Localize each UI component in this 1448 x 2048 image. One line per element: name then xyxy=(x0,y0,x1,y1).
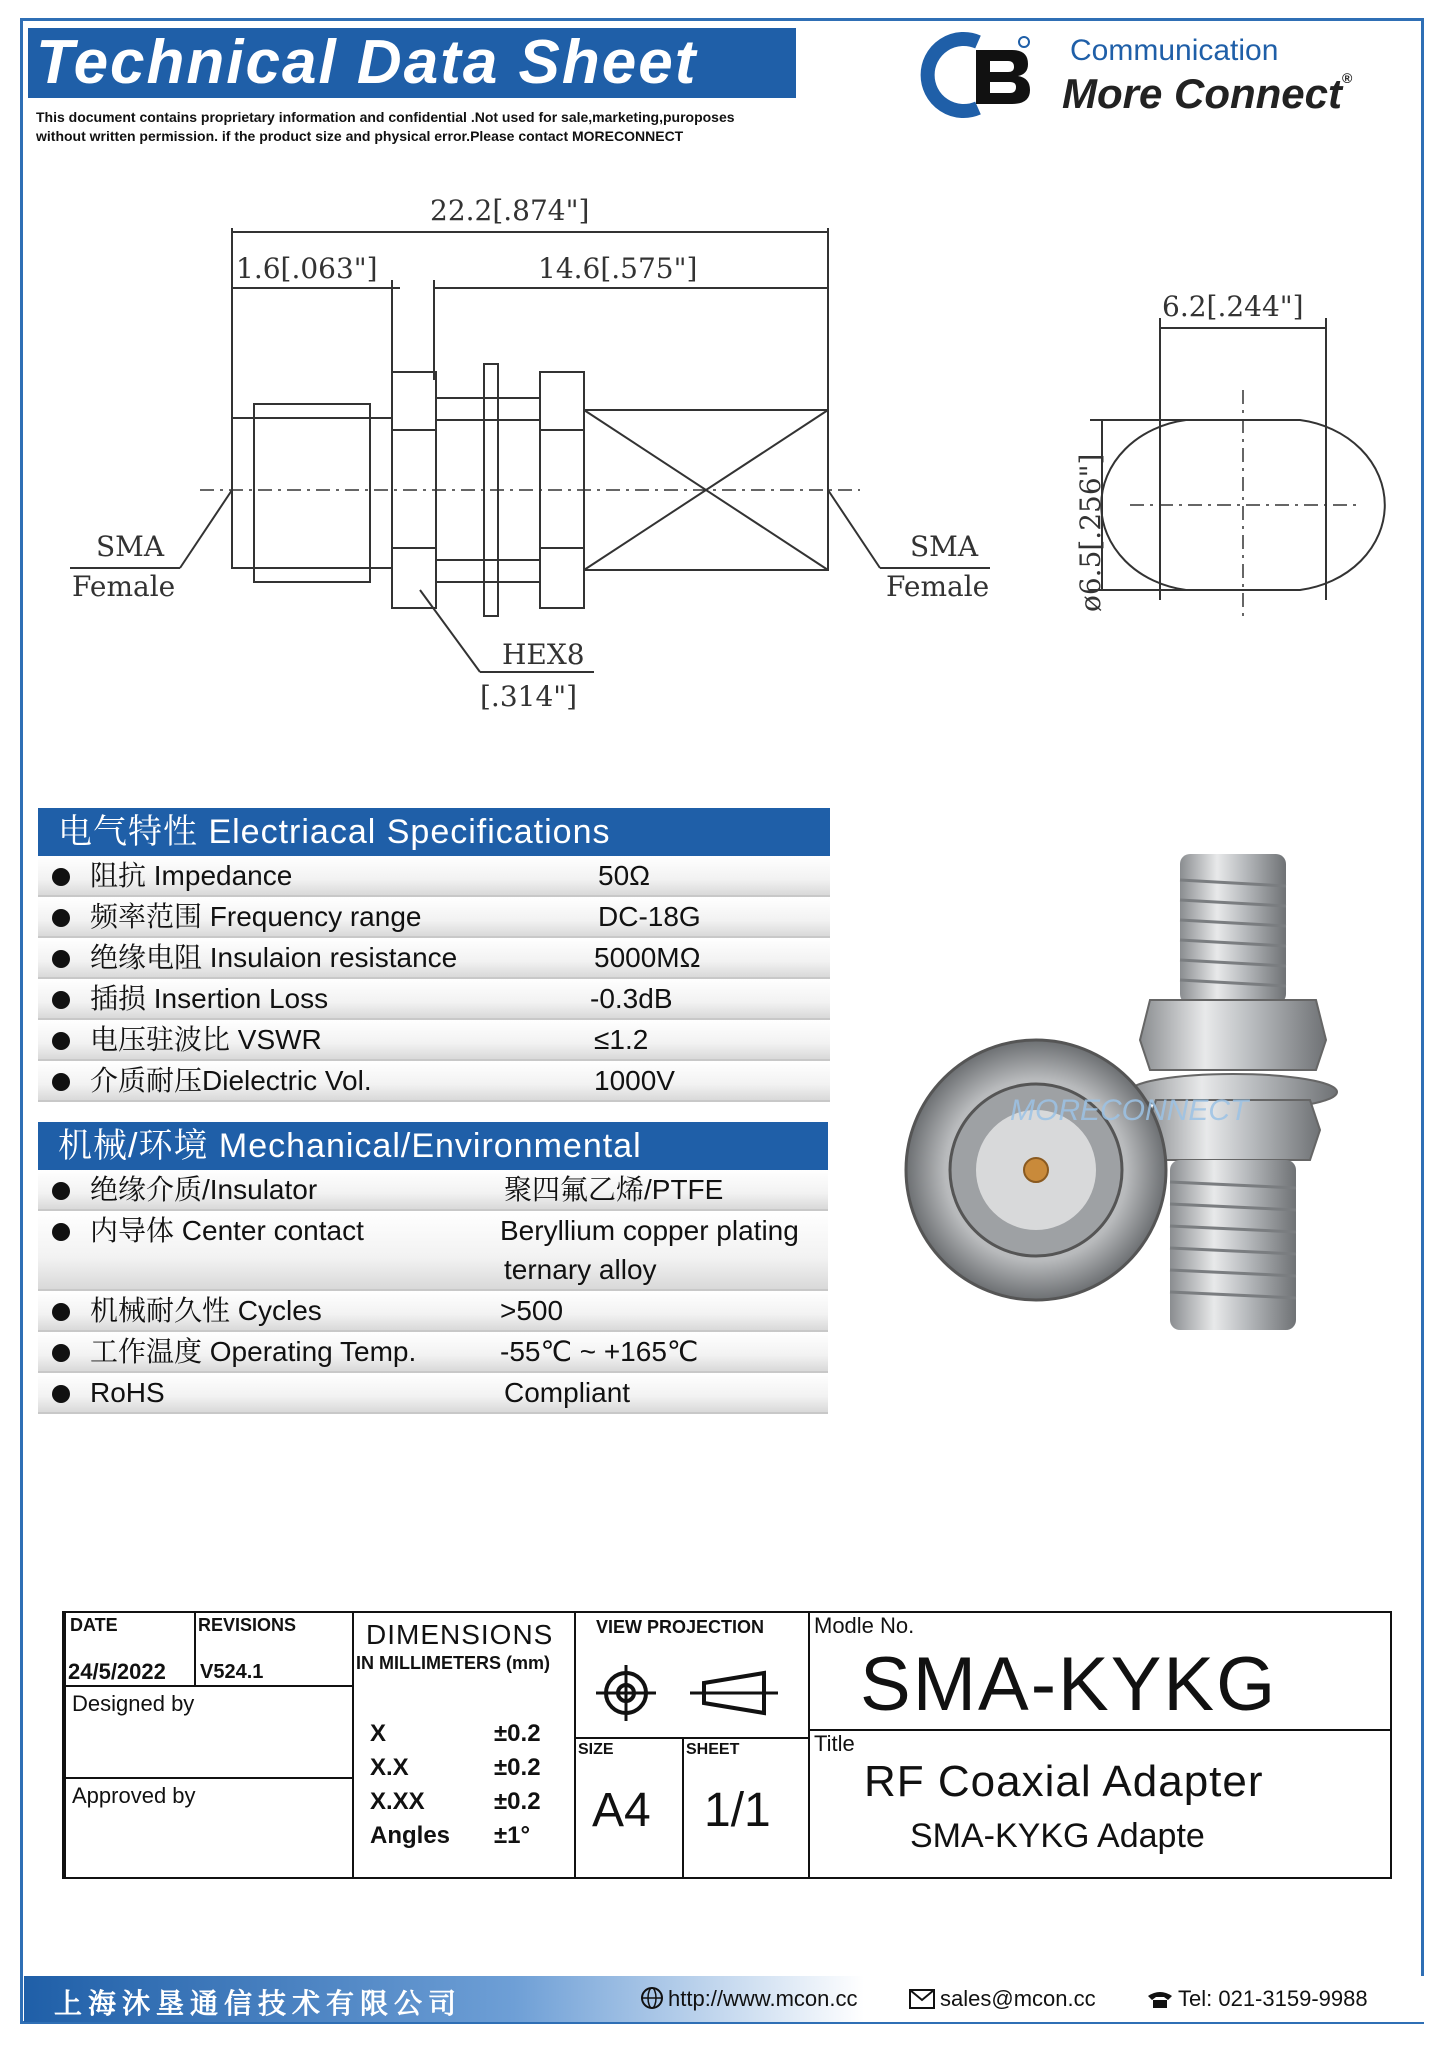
bullet-icon xyxy=(52,1303,70,1321)
subtitle-value: SMA-KYKG Adapte xyxy=(910,1817,1205,1855)
tolerance-value: ±0.2 xyxy=(494,1754,541,1781)
spec-row xyxy=(38,938,830,979)
revisions-label: REVISIONS xyxy=(198,1615,297,1635)
spec-row xyxy=(38,1211,828,1291)
spec-value: Compliant xyxy=(504,1377,631,1408)
tolerance-keys xyxy=(370,1717,450,1853)
footer xyxy=(24,1976,1424,2022)
right-connector-label-1: SMA xyxy=(910,530,979,563)
dim-left: 1.6[.063"] xyxy=(236,252,378,285)
right-connector-label-2: Female xyxy=(886,570,990,603)
hex-label: HEX8 xyxy=(502,638,585,671)
left-connector-label-1: SMA xyxy=(96,530,165,563)
spec-row xyxy=(38,1170,828,1211)
technical-drawing xyxy=(0,160,1448,760)
company-name: 上海沐垦通信技术有限公司 xyxy=(54,1988,463,2019)
disclaimer-line-1: This document contains proprietary information and confidential .Not used for sale,marketing,puroposes xyxy=(36,109,735,125)
website-text: http://www.mcon.cc xyxy=(668,1986,858,2011)
spec-label: 内导体 Center contact xyxy=(90,1215,364,1246)
tolerance-value: ±1° xyxy=(494,1822,531,1849)
date-label: DATE xyxy=(70,1615,118,1635)
spec-value-continued: ternary alloy xyxy=(504,1254,657,1285)
brand-line-2 xyxy=(1062,70,1352,118)
email-text: sales@mcon.cc xyxy=(940,1986,1096,2011)
email-link[interactable] xyxy=(908,1986,1096,2012)
sheet-value: 1/1 xyxy=(704,1784,771,1837)
dimensions-title: DIMENSIONS xyxy=(366,1619,554,1650)
tolerance-key: X.X xyxy=(370,1754,409,1781)
registered-mark: ® xyxy=(1342,70,1353,86)
bullet-icon xyxy=(52,868,70,886)
spec-row xyxy=(38,1291,828,1332)
spec-label: 绝缘介质/Insulator xyxy=(90,1174,318,1205)
date-value: 24/5/2022 xyxy=(68,1659,166,1684)
projection-symbol-icon xyxy=(594,1661,794,1725)
dim-width: 6.2[.244"] xyxy=(1162,290,1304,323)
mechanical-heading: 机械/环境 Mechanical/Environmental xyxy=(38,1122,828,1170)
dimensions-subtitle: IN MILLIMETERS (mm) xyxy=(356,1653,550,1673)
bullet-icon xyxy=(52,909,70,927)
dim-body: 14.6[.575"] xyxy=(538,252,698,285)
spec-value: ≤1.2 xyxy=(594,1024,649,1055)
spec-value: 5000MΩ xyxy=(594,942,701,973)
tolerance-value: ±0.2 xyxy=(494,1720,541,1747)
bullet-icon xyxy=(52,950,70,968)
title-value: RF Coaxial Adapter xyxy=(864,1757,1264,1806)
telephone-icon xyxy=(1146,1988,1174,2010)
bullet-icon xyxy=(52,1344,70,1362)
spec-value: DC-18G xyxy=(598,901,701,932)
spec-row xyxy=(38,1332,828,1373)
brand-line-1: Communication xyxy=(1070,34,1279,67)
size-label: SIZE xyxy=(578,1741,614,1758)
spec-value: 1000V xyxy=(594,1065,675,1096)
bullet-icon xyxy=(52,1385,70,1403)
photo-watermark: MORECONNECT xyxy=(1010,1094,1249,1127)
size-value: A4 xyxy=(592,1784,651,1837)
dim-total: 22.2[.874"] xyxy=(430,194,590,227)
telephone-text: Tel: 021-3159-9988 xyxy=(1178,1986,1368,2011)
spec-label: 机械耐久性 Cycles xyxy=(90,1295,322,1326)
disclaimer-line-2: without written permission. if the product size and physical error.Please contact MORECONNECT xyxy=(36,128,684,144)
spec-label: 电压驻波比 VSWR xyxy=(90,1024,322,1055)
spec-label: 绝缘电阻 Insulaion resistance xyxy=(90,942,458,973)
spec-row xyxy=(38,1020,830,1061)
bullet-icon xyxy=(52,1182,70,1200)
spec-label: 插损 Insertion Loss xyxy=(90,983,329,1014)
globe-icon xyxy=(640,1986,664,2010)
spec-value: 聚四氟乙烯/PTFE xyxy=(504,1174,724,1205)
bullet-icon xyxy=(52,1032,70,1050)
spec-row xyxy=(38,1373,828,1414)
disclaimer xyxy=(36,108,816,146)
spec-label: 工作温度 Operating Temp. xyxy=(90,1336,417,1367)
spec-label: RoHS xyxy=(90,1377,165,1408)
mechanical-spec-table xyxy=(38,1122,828,1414)
electrical-heading: 电气特性 Electriacal Specifications xyxy=(38,808,830,856)
mc-logo-icon xyxy=(920,30,1040,120)
hex-value: [.314"] xyxy=(480,680,578,713)
revisions-value: V524.1 xyxy=(200,1661,264,1683)
approved-by-label: Approved by xyxy=(72,1783,196,1808)
designed-by-label: Designed by xyxy=(72,1691,195,1716)
spec-value: -55℃ ~ +165℃ xyxy=(500,1336,699,1367)
bullet-icon xyxy=(52,991,70,1009)
model-value: SMA-KYKG xyxy=(860,1642,1278,1727)
spec-value: -0.3dB xyxy=(590,983,673,1014)
bullet-icon xyxy=(52,1223,70,1241)
spec-label: 介质耐压Dielectric Vol. xyxy=(90,1065,372,1096)
tolerance-key: Angles xyxy=(370,1822,451,1849)
tolerance-value: ±0.2 xyxy=(494,1788,541,1815)
spec-row xyxy=(38,979,830,1020)
view-projection-label: VIEW PROJECTION xyxy=(596,1617,765,1637)
spec-row xyxy=(38,897,830,938)
website-link[interactable] xyxy=(640,1986,858,2012)
spec-value: >500 xyxy=(500,1295,564,1326)
spec-label: 频率范围 Frequency range xyxy=(90,901,422,932)
tolerance-key: X.XX xyxy=(370,1788,425,1815)
electrical-spec-table xyxy=(38,808,830,1102)
title-block xyxy=(62,1611,1392,1879)
dim-diameter: ø6.5[.256"] xyxy=(1074,453,1107,612)
sheet-label: SHEET xyxy=(686,1741,740,1758)
spec-value: Beryllium copper plating xyxy=(500,1215,799,1246)
tolerance-values xyxy=(494,1717,541,1853)
spec-label: 阻抗 Impedance xyxy=(90,860,293,891)
envelope-icon xyxy=(908,1988,936,2010)
model-label: Modle No. xyxy=(814,1613,915,1638)
document-title: Technical Data Sheet xyxy=(28,28,796,98)
brand-name: More Connect xyxy=(1062,70,1343,117)
product-photo xyxy=(880,830,1400,1350)
spec-value: 50Ω xyxy=(598,860,651,891)
left-connector-label-2: Female xyxy=(72,570,176,603)
spec-row xyxy=(38,1061,830,1102)
spec-row xyxy=(38,856,830,897)
title-label: Title xyxy=(814,1731,855,1756)
bullet-icon xyxy=(52,1073,70,1091)
tolerance-key: X xyxy=(370,1720,387,1747)
telephone xyxy=(1146,1986,1368,2012)
